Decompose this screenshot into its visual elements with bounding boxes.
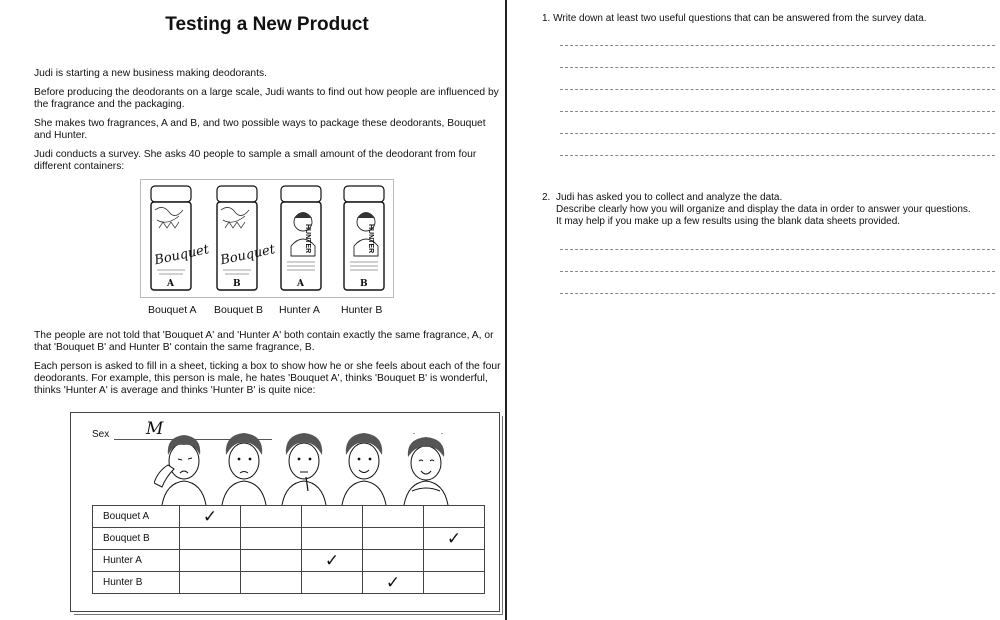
rating-cell[interactable] [180,506,241,528]
tick-mark: ✓ [324,550,340,571]
hunter-b-label: Hunter B [341,304,383,316]
page-title: Testing a New Product [165,14,369,35]
table-row [93,550,485,572]
svg-text:Bouquet: Bouquet [219,242,277,269]
row-label-hunter-a: Hunter A [93,550,180,572]
row-label-hunter-b: Hunter B [93,572,180,594]
rating-cell[interactable] [424,550,485,572]
rating-cell[interactable] [241,550,302,572]
canisters-drawing [141,180,393,297]
answer-line[interactable] [560,133,995,134]
question-1-number: 1. [542,13,551,24]
answer-line[interactable] [560,271,995,272]
tick-mark: ✓ [202,506,218,527]
sex-value: M [146,419,164,439]
sex-label: Sex [92,429,110,440]
table-row [93,506,485,528]
bouquet-b-label: Bouquet B [214,304,264,316]
hunter-a-label: Hunter A [279,304,320,316]
answer-line[interactable] [560,293,995,294]
example-rating-sheet [68,405,500,613]
question-2-number: 2. [542,192,551,203]
rating-cell[interactable] [302,550,363,572]
average-face-icon [282,433,326,505]
column-divider [505,0,507,620]
reaction-faces [154,433,494,505]
rating-cell[interactable] [424,506,485,528]
rating-cell[interactable] [424,528,485,550]
answer-line[interactable] [560,249,995,250]
question-2-line-3: It may help if you make up a few results using the blank data sheets provided. [556,215,901,227]
tick-mark: ✓ [446,528,462,549]
svg-text:Bouquet: Bouquet [153,242,211,269]
answer-line[interactable] [560,155,995,156]
product-paragraph: She makes two fragrances, A and B, and two possible ways to package these deodorants, Bouquet and Hunter. [34,118,486,142]
rating-cell[interactable] [241,506,302,528]
bouquet-b-canister [217,186,277,290]
row-label-bouquet-a: Bouquet A [93,506,180,528]
rating-cell[interactable] [302,528,363,550]
hates-face-icon [154,435,206,505]
hunter-b-canister [344,186,384,290]
question-2-line-2: Describe clearly how you will organize and display the data in order to answer your questions. [556,203,971,215]
answer-line[interactable] [560,111,995,112]
svg-text:HUNTER: HUNTER [367,224,374,254]
svg-text:A: A [167,279,174,289]
rating-cell[interactable] [424,572,485,594]
rating-table-body [93,506,485,594]
bouquet-a-label: Bouquet A [148,304,197,316]
wonderful-face-icon [404,433,448,505]
question-2 [556,192,996,227]
hunter-a-canister [281,186,321,290]
answer-line[interactable] [560,89,995,90]
rating-cell[interactable] [363,528,424,550]
survey-paragraph: Judi conducts a survey. She asks 40 people to sample a small amount of the deodorant from four different containers: [34,149,477,173]
dislikes-face-icon [222,433,266,505]
question-1 [542,13,992,25]
question-2-line-1: Judi has asked you to collect and analyze the data. [556,192,783,203]
rating-cell[interactable] [180,572,241,594]
fragrance-note-paragraph: The people are not told that 'Bouquet A' and 'Hunter A' both contain exactly the same fragrance, A, or that 'Bouquet B' and Hunter B' contain the same fragrance, B. [34,330,494,354]
rating-cell[interactable] [363,550,424,572]
tick-mark: ✓ [385,572,401,593]
svg-text:B: B [360,279,368,289]
rating-cell[interactable] [241,528,302,550]
purpose-paragraph: Before producing the deodorants on a large scale, Judi wants to find out how people are influenced by the fragrance and the packaging. [34,87,499,111]
rating-cell[interactable] [241,572,302,594]
table-row [93,528,485,550]
intro-paragraph: Judi is starting a new business making deodorants. [34,68,267,79]
rating-cell[interactable] [180,528,241,550]
bouquet-a-canister [151,186,211,290]
svg-text:B: B [233,279,241,289]
deodorant-canisters-illustration [140,179,394,298]
table-row [93,572,485,594]
rating-table [92,505,485,594]
rating-cell[interactable] [363,572,424,594]
answer-line[interactable] [560,67,995,68]
rating-cell[interactable] [363,506,424,528]
answer-line[interactable] [560,45,995,46]
svg-text:HUNTER: HUNTER [304,224,311,254]
row-label-bouquet-b: Bouquet B [93,528,180,550]
quite-nice-face-icon [342,433,386,505]
question-1-text: Write down at least two useful questions that can be answered from the survey data. [553,13,927,24]
rating-cell[interactable] [302,506,363,528]
rating-cell[interactable] [302,572,363,594]
svg-text:A: A [297,279,304,289]
rating-cell[interactable] [180,550,241,572]
sheet-instructions-paragraph: Each person is asked to fill in a sheet, ticking a box to show how he or she feels about each of the four deodorants. For example, this person is male, he hates 'Bouquet A', thinks 'Bouquet B' is wonderful, thinks 'Hunter A' is average and thinks 'Hunter B' is quite nice: [34,361,501,397]
